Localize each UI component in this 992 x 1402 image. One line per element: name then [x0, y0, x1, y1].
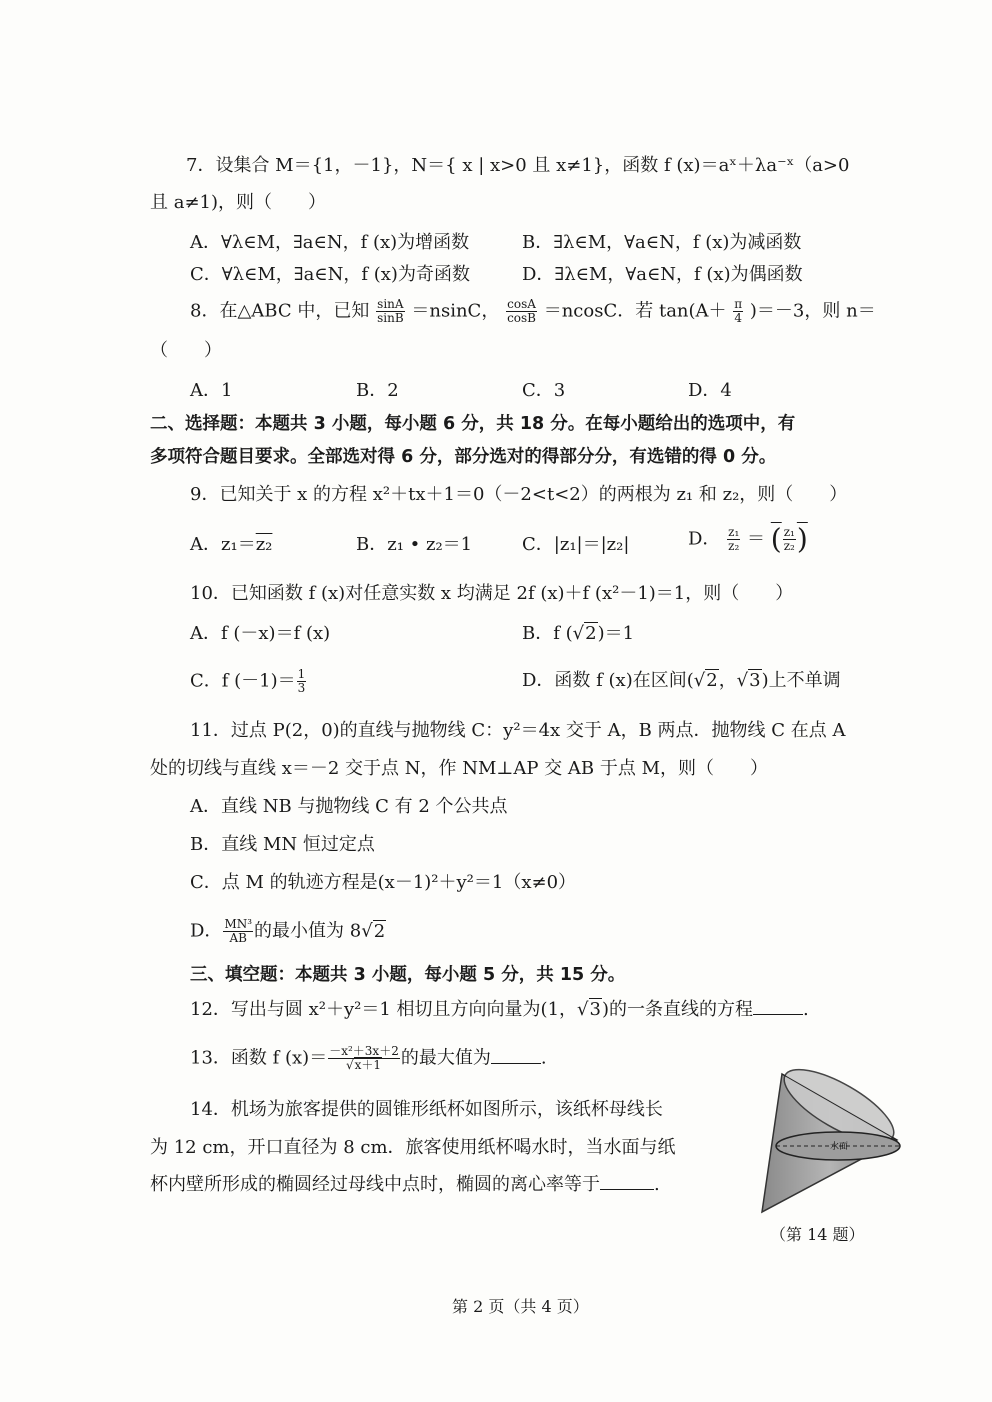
q13-answer-blank[interactable] — [491, 1047, 541, 1064]
q10-option-d: D．函数 f (x)在区间(√2，√3)上不单调 — [522, 670, 841, 691]
q9-option-a-label: A．z₁＝ — [190, 534, 256, 555]
q11-option-d: D． $\frac{\text{MN³}}{AB}$ 的最小值为 8√2 — [190, 917, 386, 945]
q9-option-c: C．|z₁|＝|z₂| — [522, 534, 630, 555]
section2-heading-line2: 多项符合题目要求。全部选对得 6 分，部分选对的得部分分，有选错的得 0 分。 — [150, 447, 777, 467]
q12-stem: 12．写出与圆 x²＋y²＝1 相切且方向向量为(1，√3)的一条直线的方程 . — [190, 999, 809, 1020]
q10-fraction: $\frac{1}{3}$ — [297, 667, 306, 695]
q8-paren: （ ） — [150, 340, 222, 361]
q8-tail: )＝－3，则 n＝ — [749, 300, 876, 322]
page-footer: 第 2 页（共 4 页） — [452, 1297, 589, 1316]
q14-line3: 杯内壁所形成的椭圆经过母线中点时，椭圆的离心率等于 . — [150, 1174, 660, 1195]
q9-conjugate: z₂ — [255, 534, 273, 555]
q8-fraction-pi: $\frac{\pi}{4}$ — [734, 297, 743, 325]
q7-line1: 7．设集合 M＝{1，－1}，N＝{ x | x>0 且 x≠1}，函数 f (x)＝aˣ＋λa⁻ˣ（a>0 — [186, 155, 850, 176]
q9-option-d-label: D． — [688, 528, 721, 550]
q9-option-a — [190, 532, 272, 558]
q7-option-a: A．∀λ∈M，∃a∈N，f (x)为增函数 — [190, 232, 470, 253]
section3-heading: 三、填空题：本题共 3 小题，每小题 5 分，共 15 分。 — [190, 965, 626, 985]
q11-option-b: B．直线 MN 恒过定点 — [190, 834, 375, 855]
q11-fraction: $\frac{\text{MN³}}{AB}$ — [224, 917, 253, 945]
q9-equals: ＝ — [747, 528, 766, 550]
q11-option-c: C．点 M 的轨迹方程是(x－1)²＋y²＝1（x≠0） — [190, 872, 577, 893]
q8-prefix: 8．在△ABC 中，已知 — [190, 300, 370, 322]
q8-option-d: D．4 — [688, 380, 732, 401]
q7-option-b: B．∃λ∈M，∀a∈N，f (x)为减函数 — [522, 232, 802, 253]
q14-answer-blank[interactable] — [600, 1173, 654, 1190]
q9-conjugate-fraction: ( $\frac{\text{z₁}}{\text{z₂}}$ ) — [770, 522, 808, 556]
q9-option-d — [688, 522, 808, 556]
q8-option-b: B．2 — [356, 380, 399, 401]
q7-line2: 且 a≠1)，则（ ） — [150, 192, 327, 213]
q8-mid2: ＝ncosC．若 tan(A＋ — [543, 300, 727, 322]
water-label: 水面 — [830, 1142, 849, 1152]
q10-stem: 10．已知函数 f (x)对任意实数 x 均满足 2f (x)＋f (x²－1)＝1，则（ ） — [190, 583, 794, 604]
q12-answer-blank[interactable] — [753, 998, 803, 1015]
q10-option-a: A．f (－x)＝f (x) — [190, 623, 331, 644]
q11-line1: 11．过点 P(2，0)的直线与抛物线 C：y²＝4x 交于 A，B 两点．抛物线 C 在点 A — [190, 720, 846, 741]
q9-fraction: $\frac{\text{z₁}}{\text{z₂}}$ — [728, 525, 740, 553]
q9-stem: 9．已知关于 x 的方程 x²＋tx＋1＝0（－2<t<2）的两根为 z₁ 和 z₂，则（ ） — [190, 484, 848, 505]
q13-stem: 13．函数 f (x)＝ $\frac{\text{－x²＋3x＋2}}{√x+1}$ 的最大值为 . — [190, 1044, 547, 1072]
q13-fraction: $\frac{\text{－x²＋3x＋2}}{√x+1}$ — [329, 1044, 399, 1072]
q14-line2: 为 12 cm，开口直径为 8 cm．旅客使用纸杯喝水时，当水面与纸 — [150, 1137, 676, 1158]
q8-stem — [190, 298, 876, 325]
q9-option-b: B．z₁ • z₂＝1 — [356, 534, 473, 555]
section2-heading-line1: 二、选择题：本题共 3 小题，每小题 6 分，共 18 分。在每小题给出的选项中，有 — [150, 414, 796, 434]
q14-caption: （第 14 题） — [770, 1225, 865, 1244]
q8-mid1: ＝nsinC， — [411, 300, 500, 322]
q10-option-c: C．f (－1)＝ $\frac{1}{3}$ — [190, 667, 306, 695]
q11-line2: 处的切线与直线 x＝－2 交于点 N，作 NM⊥AP 交 AB 于点 M，则（ ） — [150, 758, 769, 779]
q14-line1: 14．机场为旅客提供的圆锥形纸杯如图所示，该纸杯母线长 — [190, 1099, 663, 1120]
q11-option-a: A．直线 NB 与抛物线 C 有 2 个公共点 — [190, 796, 508, 817]
q8-fraction-sin: $\frac{\sin A}{\sin B}$ — [377, 297, 404, 325]
q8-fraction-cos: $\frac{\cos A}{\cos B}$ — [507, 297, 536, 325]
q10-option-b: B．f (√2)＝1 — [522, 623, 635, 644]
q14-cone-figure — [752, 1062, 912, 1222]
q7-option-d: D．∃λ∈M，∀a∈N，f (x)为偶函数 — [522, 264, 803, 285]
q7-option-c: C．∀λ∈M，∃a∈N，f (x)为奇函数 — [190, 264, 470, 285]
q8-option-a: A．1 — [190, 380, 233, 401]
q8-option-c: C．3 — [522, 380, 566, 401]
